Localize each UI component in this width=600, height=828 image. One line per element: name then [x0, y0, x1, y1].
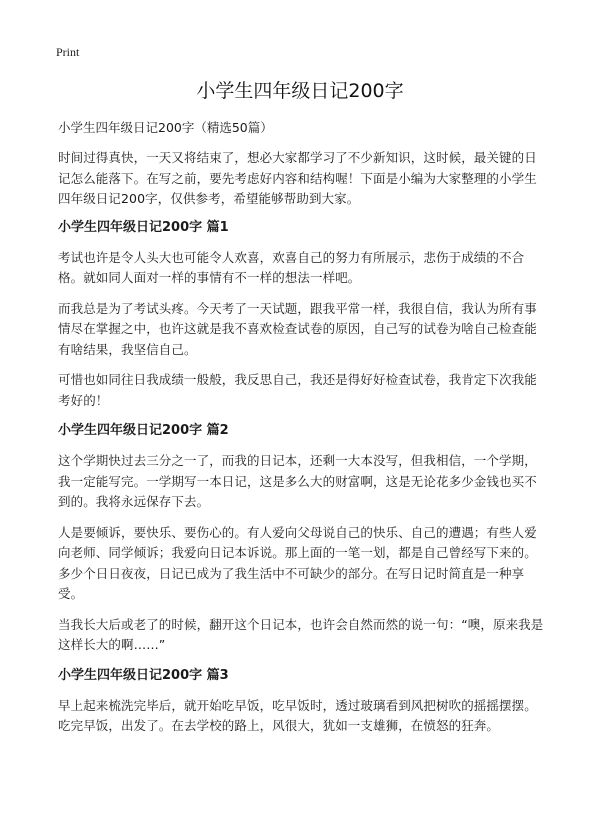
page-title: 小学生四年级日记200字 [196, 80, 404, 102]
section-paragraph: 当我长大后或老了的时候，翻开这个日记本，也许会自然而然的说一句：“噢，原来我是这样长大的啊……” [58, 616, 544, 652]
article-subtitle: 小学生四年级日记200字（精选50篇） [58, 120, 273, 135]
section-paragraph: 而我总是为了考试头疼。今天考了一天试题，跟我平常一样，我很自信，我认为所有事情尽在掌握之中，也许这就是我不喜欢检查试卷的原因，自己写的试卷为啥自己检查能有啥结果，我坚信自己。 [58, 300, 537, 357]
intro-paragraph: 时间过得真快，一天又将结束了，想必大家都学习了不少新知识，这时候，最关键的日记怎么能落下。在写之前，要先考虑好内容和结构喔！下面是小编为大家整理的小学生四年级日记200字，仅供参考，希望能够帮助到大家。 [58, 150, 537, 206]
section-heading: 小学生四年级日记200字 篇2 [58, 423, 229, 438]
section-heading: 小学生四年级日记200字 篇1 [58, 219, 229, 235]
section-3 [58, 666, 546, 737]
section-paragraph: 可惜也如同往日我成绩一般般，我反思自己，我还是得好好检查试卷，我肯定下次我能考好的！ [58, 372, 537, 408]
section-paragraph: 考试也许是令人头大也可能令人欢喜，欢喜自己的努力有所展示，悲伤于成绩的不合格。就如同人面对一样的事情有不一样的想法一样吧。 [58, 249, 525, 285]
section-paragraph: 人是要倾诉，要快乐、要伤心的。有人爱向父母说自己的快乐、自己的遭遇；有些人爱向老师、同学倾诉；我爱向日记本诉说。那上面的一笔一划，都是自己曾经写下来的。多少个日日夜夜，日记已成为了我生活中不可缺少的部分。在写日记时简直是一种享受。 [58, 524, 537, 601]
section-1 [58, 218, 546, 412]
section-paragraph: 早上起来梳洗完毕后，就开始吃早饭，吃早饭时，透过玻璃看到风把树吹的摇摇摆摆。吃完早饭，出发了。在去学校的路上，风很大，犹如一支雄狮，在愤怒的狂奔。 [58, 697, 537, 733]
section-heading: 小学生四年级日记200字 篇3 [58, 667, 229, 683]
section-2 [58, 421, 546, 656]
article-body [58, 118, 546, 747]
print-link[interactable]: Print [56, 45, 80, 59]
section-paragraph: 这个学期快过去三分之一了，而我的日记本，还剩一大本没写，但我相信，一个学期，我一定能写完。一学期写一本日记，这是多么大的财富啊，这是无论花多少金钱也买不到的。我将永远保存下去。 [58, 453, 537, 509]
